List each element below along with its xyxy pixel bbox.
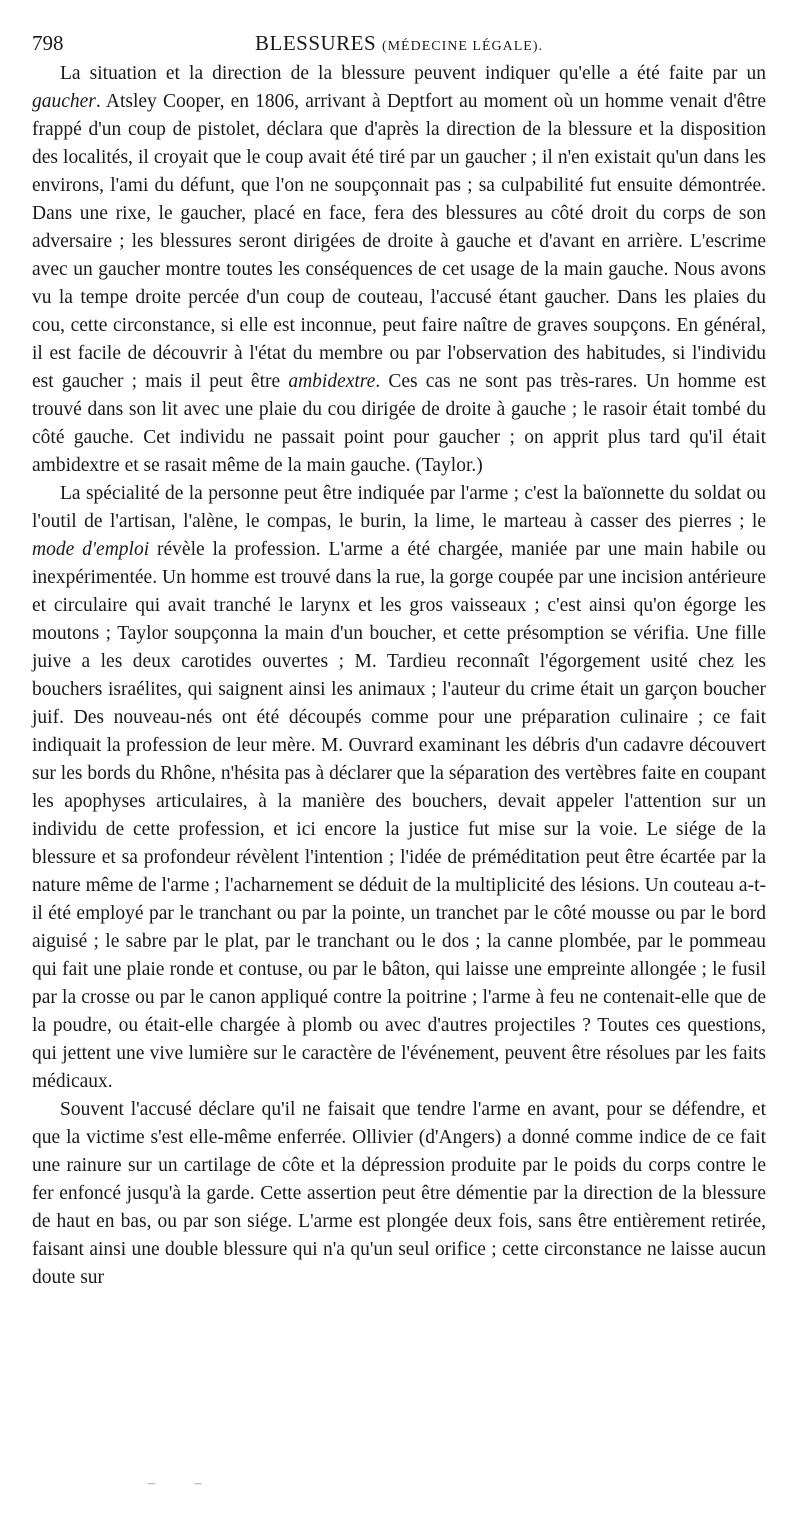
italic-term: mode d'emploi [32,539,150,560]
footer-marks: – – [148,1476,220,1491]
running-title-main: BLESSURES [254,31,377,55]
paragraph [32,480,766,1096]
text-run: Souvent l'accusé déclare qu'il ne faisait que tendre l'arme en avant, pour se défendre, et que la victime s'est elle-même enferrée. Ollivier (d'Angers) a donné comme indice de ce fait une rainure sur un cartilage de côte et la dépression produite par le poids du corps contre le fer enfoncé jusqu'à la garde. Cette assertion peut être démentie par la direction de la blessure de haut en bas, ou par son siége. L'arme est plongée deux fois, sans être entièrement retirée, faisant ainsi une double blessure qui n'a qu'un seul orifice ; cette circonstance ne laisse aucun doute sur [32,1099,766,1288]
text-run: . Ces cas ne sont pas très-rares. Un homme est trouvé dans son lit avec une plaie du cou dirigée de droite à gauche ; le rasoir était tombé du côté gauche. Cet individu ne passait point pour gaucher ; on apprit plus tard qu'il était ambidextre et se rasait même de la main gauche. (Taylor.) [32,371,766,476]
paragraph [32,1096,766,1292]
text-run: La spécialité de la personne peut être indiquée par l'arme ; c'est la baïonnette du soldat ou l'outil de l'artisan, l'alène, le compas, le burin, la lime, le marteau à casser des pierres ; le [32,483,766,532]
running-title-sub: (MÉDECINE LÉGALE). [381,39,544,54]
running-header [32,30,766,56]
paragraph [32,60,766,480]
running-title [32,30,766,60]
italic-term: gaucher [32,91,96,112]
text-run: révèle la profession. L'arme a été chargée, maniée par une main habile ou inexpérimentée. Un homme est trouvé dans la rue, la gorge coupée par une incision antérieure et circulaire qui avait tranché le larynx et les gros vaisseaux ; c'est ainsi qu'on égorge les moutons ; Taylor soupçonna la main d'un boucher, et cette présomption se vérifia. Une fille juive a les deux carotides ouvertes ; M. Tardieu reconnaît l'égorgement usité chez les bouchers israélites, qui saignent ainsi les animaux ; l'auteur du crime était un garçon boucher juif. Des nouveau-nés ont été découpés comme pour une préparation culinaire ; ce fait indiquait la profession de leur mère. M. Ouvrard examinant les débris d'un cadavre découvert sur les bords du Rhône, n'hésita pas à déclarer que la séparation des vertèbres faite en coupant les apophyses articulaires, à la manière des bouchers, devait appeler l'attention sur un individu de cette profession, et ici encore la justice fut mise sur la voie. Le siége de la blessure et sa profondeur révèlent l'intention ; l'idée de préméditation peut être écartée par la nature même de l'arme ; l'acharnement se déduit de la multiplicité des lésions. Un couteau a-t-il été employé par le tranchant ou par la pointe, un tranchet par le côté mousse ou par le bord aiguisé ; le sabre par le plat, par le tranchant ou le dos ; la canne plombée, par le pommeau qui fait une plaie ronde et contuse, ou par le bâton, qui laisse une empreinte allongée ; le fusil par la crosse ou par le canon appliqué contre la poitrine ; l'arme à feu ne contenait-elle que de la poudre, ou était-elle chargée à plomb ou avec d'autres projectiles ? Toutes ces questions, qui jettent une vive lumière sur le caractère de l'événement, peuvent être résolues par les faits médicaux. [32,539,767,1092]
body-text [32,60,766,1292]
page-number: 798 [32,31,64,55]
text-run: . Atsley Cooper, en 1806, arrivant à Deptfort au moment où un homme venait d'être frappé d'un coup de pistolet, déclara que d'après la direction de la blessure et la disposition des localités, il croyait que le coup avait été tiré par un gaucher ; il n'en existait qu'un dans les environs, l'ami du défunt, que l'on ne soupçonnait pas ; sa culpabilité fut ensuite démontrée. Dans une rixe, le gaucher, placé en face, fera des blessures au côté droit du corps de son adversaire ; les blessures seront dirigées de droite à gauche et d'avant en arrière. L'escrime avec un gaucher montre toutes les conséquences de cet usage de la main gauche. Nous avons vu la tempe droite percée d'un coup de couteau, l'accusé étant gaucher. Dans les plaies du cou, cette circonstance, si elle est inconnue, peut faire naître de graves soupçons. En général, il est facile de découvrir à l'état du membre ou par l'observation des habitudes, si l'individu est gaucher ; mais il peut être [32,91,766,392]
italic-term: ambidextre [288,371,376,392]
book-page [32,30,766,1292]
text-run: La situation et la direction de la blessure peuvent indiquer qu'elle a été faite par un [60,63,766,84]
